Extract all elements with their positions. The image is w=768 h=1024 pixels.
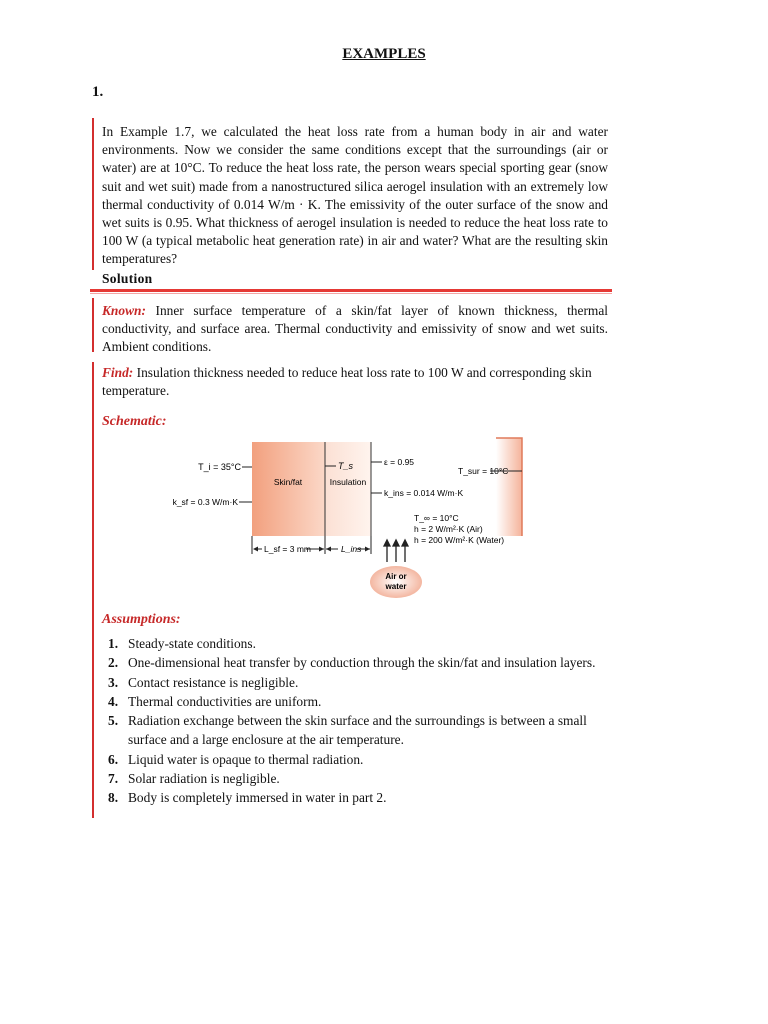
tsur-label: T_sur = 10°C <box>458 466 509 476</box>
assumptions-label: Assumptions: <box>102 612 181 627</box>
item-number: 1. <box>108 636 119 651</box>
find-label: Find: <box>102 365 134 380</box>
list-item <box>102 692 622 711</box>
list-item <box>102 634 622 653</box>
surroundings-enclosure <box>496 438 522 536</box>
insulation-text: Insulation <box>329 477 367 487</box>
known-section <box>102 302 608 357</box>
flow-arrows <box>384 540 408 562</box>
kins-label: k_ins = 0.014 W/m·K <box>384 488 464 498</box>
list-item <box>102 653 622 672</box>
ksf-label: k_sf = 0.3 W/m·K <box>172 497 238 507</box>
find-section <box>102 364 608 400</box>
item-text: One-dimensional heat transfer by conduction through the skin/fat and insulation layers. <box>128 655 596 671</box>
left-margin-rule <box>92 118 94 270</box>
left-margin-rule <box>92 298 94 352</box>
solution-heading-text: Solution <box>102 271 153 286</box>
list-item <box>102 673 622 692</box>
skin-fat-text: Skin/fat <box>273 477 303 487</box>
item-number: 4. <box>108 693 119 709</box>
schematic-diagram <box>160 436 540 606</box>
schematic-label: Schematic: <box>102 414 167 429</box>
solution-heading <box>102 271 152 287</box>
problem-statement: In Example 1.7, we calculated the heat loss rate from a human body in air and water environments. Now we consider the same conditions except that the surroundings (air or water) are at 10°C. To reduce the heat loss rate, the person wears special sporting gear (snow suit and wet suit) made from a nanostructured silica aerogel insulation with an extremely low thermal conductivity of 0.014 W/m · K. The emissivity of the outer surface of the snow and wet suits is 0.95. What thickness of aerogel insulation is needed to reduce the heat loss rate to 100 W (a typical metabolic heat generation rate) in air and water? What are the resulting skin temperatures? <box>102 124 608 267</box>
find-text: Insulation thickness needed to reduce heat loss rate to 100 W and corresponding skin temperature. <box>102 365 592 399</box>
item-number: 2. <box>108 655 119 671</box>
page-title: EXAMPLES <box>342 46 426 62</box>
left-margin-rule <box>92 362 94 818</box>
tinf-label: T_∞ = 10°C <box>414 513 459 523</box>
h-water-label: h = 200 W/m²·K (Water) <box>414 535 505 545</box>
list-item <box>102 750 622 769</box>
insulation-layer <box>325 442 371 536</box>
ts-label: T_s <box>338 461 354 471</box>
lins-label: L_ins <box>341 544 362 554</box>
fluid-line-2: water <box>385 582 407 591</box>
fluid-line-1: Air or <box>385 572 407 581</box>
item-text: Contact resistance is negligible. <box>128 674 299 690</box>
item-text: Solar radiation is negligible. <box>128 771 280 787</box>
solution-rule <box>90 289 612 292</box>
item-number: 3. <box>108 674 119 690</box>
lsf-label: L_sf = 3 mm <box>264 544 312 554</box>
item-number: 5. <box>108 713 119 729</box>
item-number: 6. <box>108 751 119 767</box>
emissivity-label: ε = 0.95 <box>384 457 415 467</box>
h-air-label: h = 2 W/m²·K (Air) <box>414 524 483 534</box>
item-text: Body is completely immersed in water in part 2. <box>128 790 387 806</box>
ti-label: T_i = 35°C <box>198 462 241 472</box>
solution-rule-light <box>90 293 612 294</box>
item-text: Radiation exchange between the skin surface and the surroundings is between a small surface and a large enclosure at the air temperature. <box>128 713 587 748</box>
item-text: Liquid water is opaque to thermal radiation. <box>128 751 364 767</box>
item-number: 7. <box>108 771 119 787</box>
assumptions-list <box>102 634 622 808</box>
list-item <box>102 788 622 807</box>
item-text: Thermal conductivities are uniform. <box>128 693 322 709</box>
list-item <box>102 769 622 788</box>
example-number: 1. <box>92 84 104 100</box>
known-text: Inner surface temperature of a skin/fat layer of known thickness, thermal conductivity, and surface area. Thermal conductivity and emissivity of snow and wet suits. Ambient conditions. <box>102 303 608 355</box>
known-label: Known: <box>102 303 146 318</box>
list-item <box>102 711 622 750</box>
skin-fat-layer <box>252 442 325 536</box>
item-number: 8. <box>108 790 119 806</box>
item-text: Steady-state conditions. <box>128 636 256 651</box>
